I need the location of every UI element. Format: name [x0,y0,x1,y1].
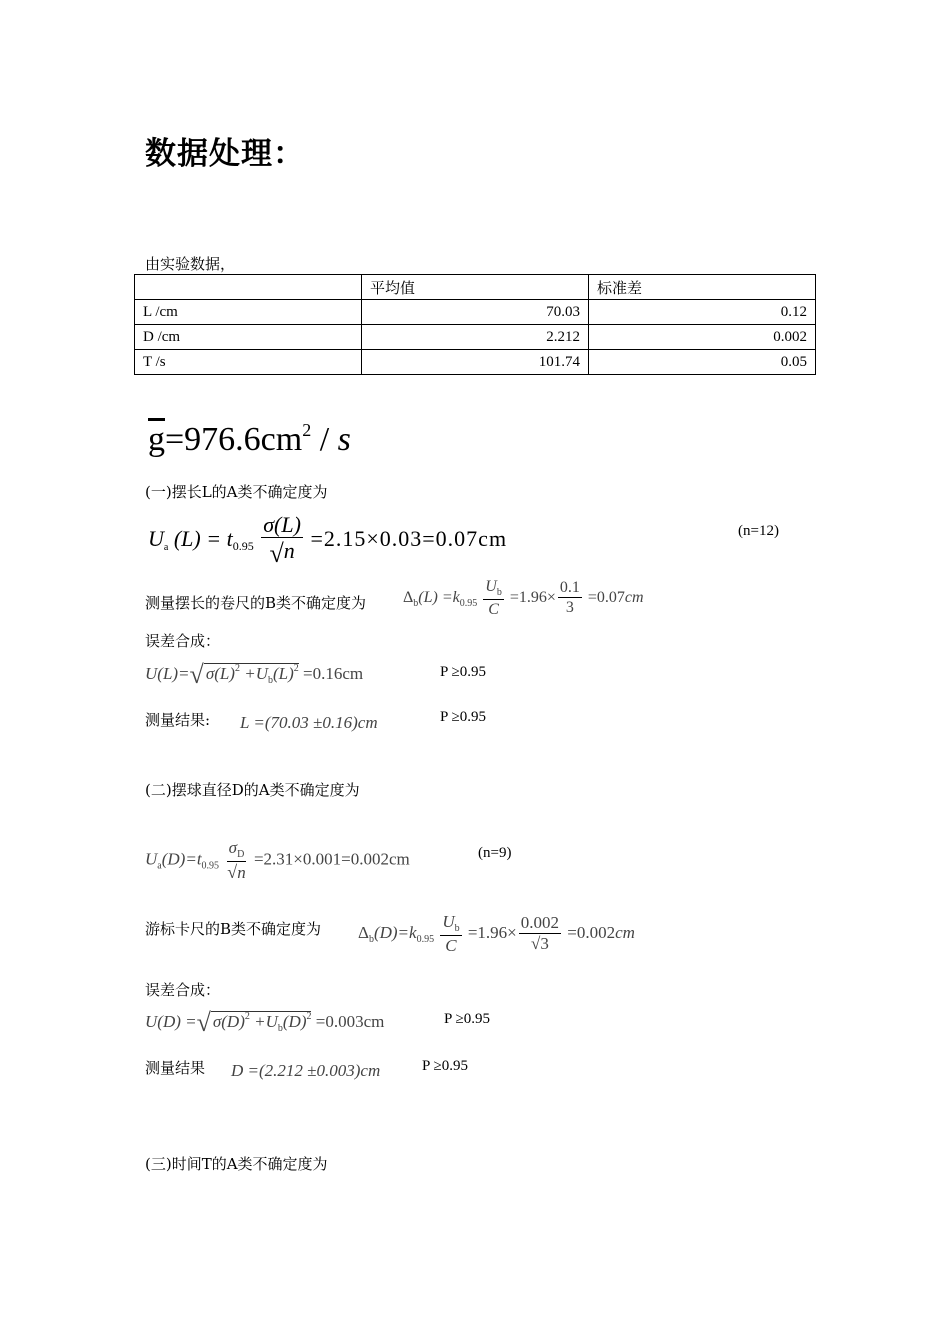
b-frac-num: 0.1 [558,579,582,598]
section1-b-formula [403,578,644,619]
u-result: =0.003cm [315,1012,385,1031]
row-mean: 70.03 [362,300,589,325]
u-rad-b: (D) [282,1012,307,1031]
b-mid: =1.96× [509,589,556,607]
row-mean: 2.212 [362,325,589,350]
intro-text: 由实验数据， [145,255,236,273]
row-label: T /s [135,350,362,375]
delta-symbol: Δ [358,922,369,942]
section3-heading: (三)时间T的A类不确定度为 [145,1155,328,1173]
delta-symbol: Δ [403,589,414,607]
n-note: (n=9) [478,845,512,861]
section1-heading: (一)摆长L的A类不确定度为 [145,483,328,501]
combine-label: 误差合成： [145,632,221,650]
t-symbol: t [196,849,202,869]
table-header-cell [135,275,362,300]
result-unit: cm [360,1061,381,1080]
u-rad-b-sub: b [277,1023,283,1034]
row-mean: 101.74 [362,350,589,375]
b-result: =0.002 [567,922,616,942]
result-unit: cm [357,713,378,732]
section1-result-formula [240,713,378,733]
table-header-cell: 平均值 [362,275,589,300]
g-unit: s [337,421,351,458]
u-rad-plus: +U [239,664,268,683]
u-rad-b-sub: b [267,675,273,686]
b-frac-num: 0.002 [520,913,560,933]
delta-sub: b [413,598,419,610]
section2-combined-formula: U(D) =√ $\sigma(D)^2 +U_b(D)^2 =0.003cm$ [145,1008,385,1037]
b-arg: (L) = [418,589,453,607]
ub-num-sub: b [454,923,460,934]
section2-ua-formula: $U_a(D)=t_{0.95}$ $\frac{\sigma_D}{√n}$ =2.31×0.001=0.002cm [145,838,410,882]
result-label: 测量结果 [145,1059,206,1077]
table-row [135,300,816,325]
section2-result-formula [231,1061,380,1081]
table-header-row [135,275,816,300]
u-rad-a-exp: 2 [244,1011,250,1022]
table-row [135,325,816,350]
confidence-p: P ≥0.95 [444,1011,491,1027]
ub-num-sub: b [496,587,502,598]
ub-den: C [488,600,499,618]
b-arg: (D)= [373,922,410,942]
k-symbol: k [452,589,460,607]
frac-den: n [283,538,295,564]
frac-num-sub: D [237,849,245,860]
ua-result: =2.31×0.001=0.002cm [253,849,410,869]
section2-heading: (二)摆球直径D的A类不确定度为 [145,781,360,799]
confidence-p: P ≥0.95 [422,1058,469,1074]
confidence-p: P ≥0.95 [440,664,487,680]
row-std: 0.002 [589,325,816,350]
frac-num: σ(L) [263,512,301,537]
u-lhs: U(D) = [145,1012,197,1031]
ua-arg: (D)= [161,849,197,869]
u-rad-a: σ(D) [212,1012,245,1031]
b-unit: cm [615,922,635,942]
t-sub: 0.95 [232,538,254,553]
table-row [135,350,816,375]
ub-den: C [445,935,457,955]
ua-sub: a [157,860,162,872]
section1-ua-formula [148,512,507,569]
row-std: 0.12 [589,300,816,325]
ub-num: U [442,912,455,931]
u-rad-a-exp: 2 [234,663,240,674]
g-exponent: 2 [302,420,312,440]
combine-label: 误差合成： [145,981,221,999]
n-note: (n=12) [738,523,779,539]
g-slash: / [311,421,338,458]
section1-combined-formula: U(L)=√ $\sigma(L)^2 +U_b(L)^2 =0.16cm$ [145,660,364,689]
b-result: =0.07 [587,589,625,607]
confidence-p: P ≥0.95 [440,709,487,725]
ua-symbol: U [148,525,164,551]
b-text: 测量摆长的卷尺的B类不确定度为 [145,594,367,612]
u-rad-plus: +U [249,1012,278,1031]
data-table [134,274,816,375]
ub-num: U [485,578,497,595]
table-header-cell: 标准差 [589,275,816,300]
delta-sub: b [368,933,374,945]
result-label: 测量结果: [145,711,211,729]
g-symbol: $\overline{g}$ [148,421,165,458]
g-result-formula [148,420,351,459]
u-rad-b-exp: 2 [293,663,299,674]
ua-sub: a [163,541,169,553]
row-label: D /cm [135,325,362,350]
u-rad-b: (L) [272,664,294,683]
ua-fraction: $\frac{\sigma(L)}{√n}$ [263,512,301,569]
result-expr: L =(70.03 ±0.16) [240,713,358,732]
b-unit: cm [624,589,644,607]
u-result: =0.16cm [303,664,364,683]
frac-num: σ [228,838,238,857]
frac-den: n [237,862,246,882]
ua-arg: (L) = [173,525,222,551]
section2-b-formula: $\Delta_b(D)=k_{0.95}$ $\frac{U_b}{C}$ =1.96× $\frac{0.002}{√3}$ =0.002cm [358,912,635,955]
page-title: 数据处理： [145,136,305,172]
row-label: L /cm [135,300,362,325]
g-value: =976.6cm [165,421,303,458]
k-symbol: k [409,922,417,942]
ua-result: =2.15×0.03=0.07cm [310,525,508,551]
t-symbol: t [226,525,233,551]
b-frac-den: 3 [565,599,574,617]
k-sub: 0.95 [416,933,435,945]
result-expr: D =(2.212 ±0.003) [231,1061,361,1080]
u-rad-a: σ(L) [205,664,235,683]
b-text: 游标卡尺的B类不确定度为 [145,920,322,938]
ua-symbol: U [145,849,158,869]
u-rad-b-exp: 2 [306,1011,312,1022]
k-sub: 0.95 [459,598,478,610]
b-frac-den: 3 [540,934,549,954]
row-std: 0.05 [589,350,816,375]
t-sub: 0.95 [201,860,220,872]
b-mid: =1.96× [467,922,517,942]
u-lhs: U(L)= [145,664,190,683]
